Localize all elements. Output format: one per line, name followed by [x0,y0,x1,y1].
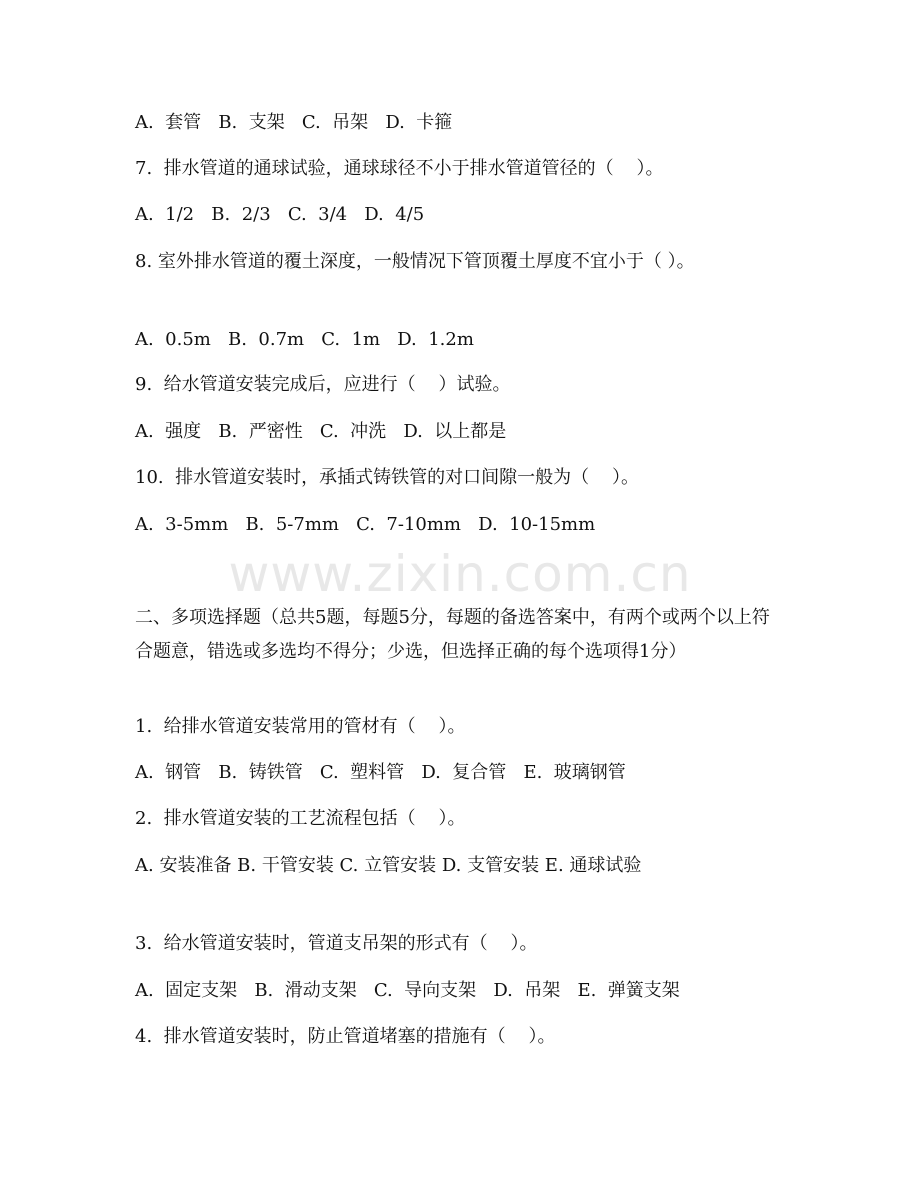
watermark: www.zixin.com.cn [228,545,692,603]
q10-options: A. 3-5mm B. 5-7mm C. 7-10mm D. 10-15mm [135,514,596,535]
q7-question: 7. 排水管道的通球试验，通球球径不小于排水管道管径的（ ）。 [135,158,664,179]
q10-question: 10. 排水管道安装时，承插式铸铁管的对口间隙一般为（ ）。 [135,467,639,488]
q8-question: 8. 室外排水管道的覆土深度，一般情况下管顶覆土厚度不宜小于（ ）。 [135,251,695,272]
mq3-options: A. 固定支架 B. 滑动支架 C. 导向支架 D. 吊架 E. 弹簧支架 [135,980,680,1001]
q9-options: A. 强度 B. 严密性 C. 冲洗 D. 以上都是 [135,421,507,442]
q6-options: A. 套管 B. 支架 C. 吊架 D. 卡箍 [135,112,453,133]
mq3-question: 3. 给水管道安装时，管道支吊架的形式有（ ）。 [135,933,538,954]
mq1-options: A. 钢管 B. 铸铁管 C. 塑料管 D. 复合管 E. 玻璃钢管 [135,762,626,783]
mq1-question: 1. 给排水管道安装常用的管材有（ ）。 [135,716,466,737]
section-heading: 二、多项选择题（总共5题，每题5分，每题的备选答案中，有两个或两个以上符合题意，错选或多选均不得分；少选，但选择正确的每个选项得1分） [135,607,770,662]
q8-options: A. 0.5m B. 0.7m C. 1m D. 1.2m [135,329,474,350]
mq2-question: 2. 排水管道安装的工艺流程包括（ ）。 [135,808,466,829]
mq4-question: 4. 排水管道安装时，防止管道堵塞的措施有（ ）。 [135,1026,556,1047]
q7-options: A. 1/2 B. 2/3 C. 3/4 D. 4/5 [135,204,425,225]
mq2-options: A. 安装准备 B. 干管安装 C. 立管安装 D. 支管安装 E. 通球试验 [135,855,642,876]
q9-question: 9. 给水管道安装完成后，应进行（ ）试验。 [135,374,511,395]
